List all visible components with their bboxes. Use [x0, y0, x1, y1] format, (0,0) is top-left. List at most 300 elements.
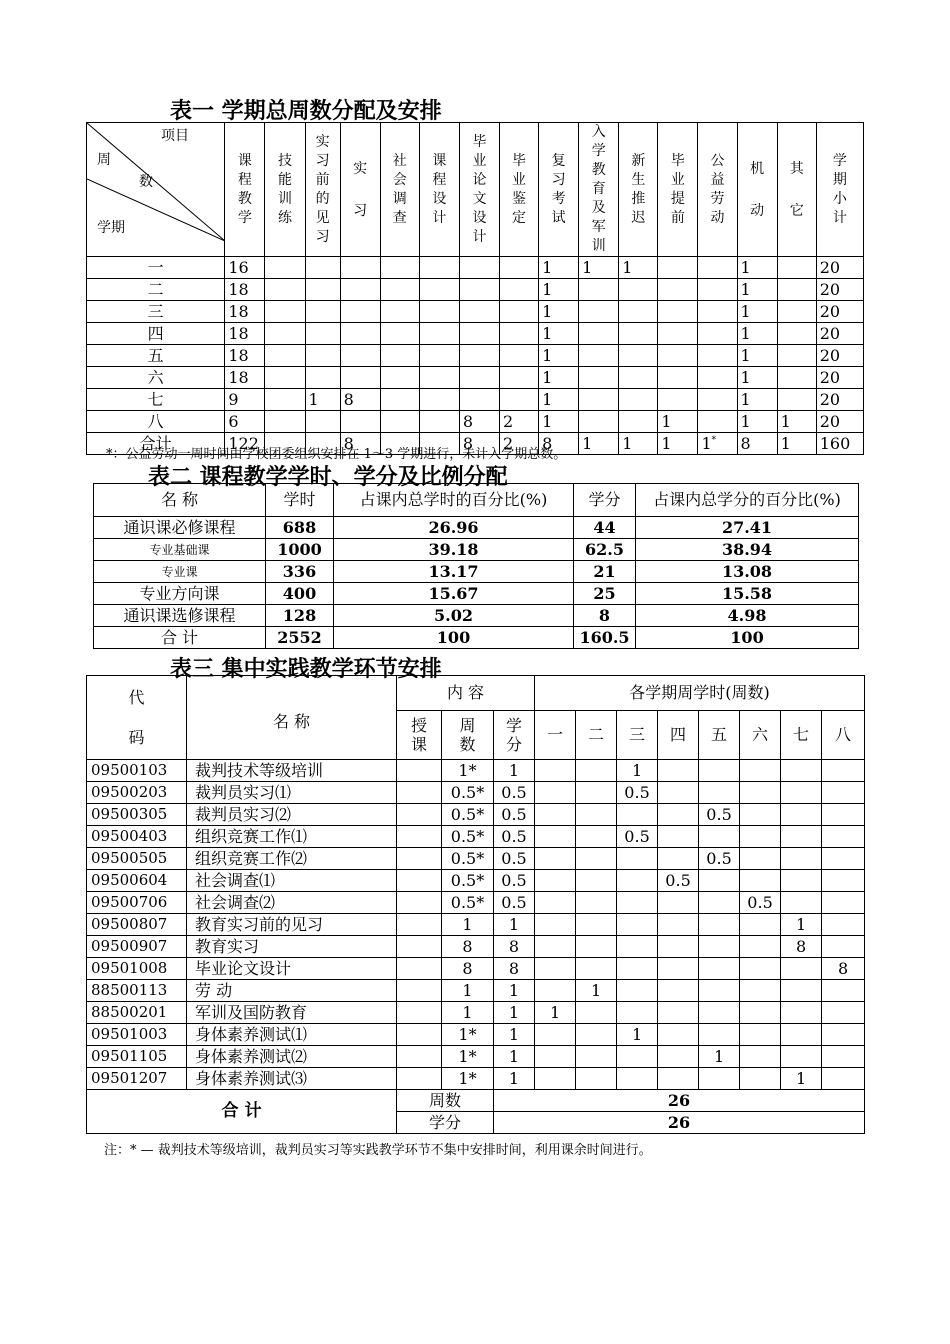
table3-term-cell: 0.5 — [658, 870, 699, 892]
table3-credit: 8 — [494, 958, 535, 980]
table3-term-cell — [781, 1024, 822, 1046]
table3-term-cell — [535, 760, 576, 782]
table1-term-cell: 合计 — [87, 433, 225, 455]
table1-cell — [265, 257, 305, 279]
table3-term-cell — [781, 848, 822, 870]
table3-term-cell — [699, 980, 740, 1002]
table3-term-header: 一 — [535, 711, 576, 760]
table3-term-cell — [781, 958, 822, 980]
table2-hpct: 39.18 — [334, 539, 574, 561]
table3-weeks: 1 — [442, 980, 494, 1002]
table3-term-cell — [535, 826, 576, 848]
table2-cpct: 100 — [636, 627, 859, 649]
table1-cell — [579, 367, 619, 389]
table3-term-cell — [535, 980, 576, 1002]
table3-teach — [397, 760, 442, 782]
table3-credit: 1 — [494, 914, 535, 936]
table1-cell: 8 — [459, 411, 499, 433]
table3-credit: 0.5 — [494, 826, 535, 848]
table2-cpct: 27.41 — [636, 517, 859, 539]
table3-term-header: 三 — [617, 711, 658, 760]
table1-header-1: 技能训练 — [265, 123, 305, 257]
table1-cell: 1 — [658, 433, 698, 455]
table1-header-10: 新生推迟 — [619, 123, 658, 257]
table3-term-cell — [658, 848, 699, 870]
table3-term-cell — [576, 1068, 617, 1090]
table3-term-cell — [781, 980, 822, 1002]
table3-teach — [397, 826, 442, 848]
table2-credits: 21 — [574, 561, 636, 583]
table2-hours-credits — [93, 483, 859, 649]
table1-cell — [658, 301, 698, 323]
table3-term-cell — [617, 1046, 658, 1068]
table1-cell — [459, 301, 499, 323]
table3-subheader-2: 学分 — [494, 711, 535, 760]
table3-teach — [397, 1068, 442, 1090]
table3-name: 组织竞赛工作⑵ — [187, 848, 397, 870]
table3-term-cell — [822, 760, 865, 782]
table3-term-cell — [699, 958, 740, 980]
table2-header-1: 学时 — [266, 484, 334, 517]
table3-term-cell — [576, 1002, 617, 1024]
table3-term-cell — [781, 804, 822, 826]
table1-cell: 8 — [539, 433, 579, 455]
table1-header-4: 社会调查 — [380, 123, 419, 257]
table1-cell — [305, 323, 340, 345]
table1-cell — [499, 367, 538, 389]
table1-cell — [777, 389, 816, 411]
table3-term-cell — [781, 1046, 822, 1068]
table1-cell — [619, 411, 658, 433]
table3-row — [87, 760, 865, 782]
table1-cell — [579, 323, 619, 345]
table1-cell — [419, 323, 459, 345]
table3-term-cell — [822, 1024, 865, 1046]
table3-row — [87, 870, 865, 892]
table2-cpct: 38.94 — [636, 539, 859, 561]
table2-name: 专业基础课 — [94, 539, 266, 561]
table3-term-cell — [658, 914, 699, 936]
table1-cell: 1 — [737, 411, 777, 433]
table1-header-8: 复习考试 — [539, 123, 579, 257]
table1-cell: 6 — [225, 411, 265, 433]
table2-hpct: 13.17 — [334, 561, 574, 583]
table3-code: 09500706 — [87, 892, 187, 914]
table3-term-cell: 8 — [822, 958, 865, 980]
table1-cell: 8 — [737, 433, 777, 455]
table3-term-cell — [699, 892, 740, 914]
table1-cell: 8 — [340, 433, 380, 455]
table3-term-cell — [740, 1002, 781, 1024]
table3-term-cell — [740, 936, 781, 958]
table3-teach — [397, 848, 442, 870]
table1-week-allocation — [86, 122, 864, 455]
table1-cell — [579, 279, 619, 301]
table3-term-cell — [617, 936, 658, 958]
table3-term-cell — [535, 782, 576, 804]
table3-code: 09501105 — [87, 1046, 187, 1068]
table3-name: 裁判员实习⑵ — [187, 804, 397, 826]
table3-term-cell — [822, 782, 865, 804]
table3-credit: 1 — [494, 1024, 535, 1046]
table1-term-cell: 三 — [87, 301, 225, 323]
table1-cell: 1 — [658, 411, 698, 433]
table1-cell — [658, 389, 698, 411]
table1-cell — [698, 323, 737, 345]
corner-label-week: 周 — [97, 152, 111, 168]
table3-row — [87, 1068, 865, 1090]
table1-cell — [459, 257, 499, 279]
table3-term-cell — [699, 760, 740, 782]
table2-name: 专业方向课 — [94, 583, 266, 605]
table1-cell — [459, 345, 499, 367]
table2-hours: 128 — [266, 605, 334, 627]
table3-term-cell: 1 — [617, 760, 658, 782]
table1-cell: 2 — [499, 433, 538, 455]
table3-term-cell — [658, 1068, 699, 1090]
table1-cell — [698, 389, 737, 411]
table1-cell — [380, 301, 419, 323]
table1-cell — [265, 345, 305, 367]
table2-row — [94, 539, 859, 561]
table1-cell: 20 — [816, 345, 863, 367]
table3-name: 身体素养测试⑵ — [187, 1046, 397, 1068]
table3-credit: 1 — [494, 1068, 535, 1090]
table3-row — [87, 914, 865, 936]
table3-term-cell — [781, 782, 822, 804]
table1-term-cell: 八 — [87, 411, 225, 433]
table2-name: 通识课选修课程 — [94, 605, 266, 627]
table1-cell — [419, 367, 459, 389]
table1-cell — [265, 411, 305, 433]
table3-term-cell — [576, 914, 617, 936]
table1-cell: 1 — [737, 345, 777, 367]
table3-credit: 1 — [494, 760, 535, 782]
table1-header-14: 其它 — [777, 123, 816, 257]
table1-cell — [265, 301, 305, 323]
table3-term-cell — [617, 980, 658, 1002]
table1-header-3: 实习 — [340, 123, 380, 257]
table3-term-cell — [658, 980, 699, 1002]
table3-term-cell — [617, 1002, 658, 1024]
table2-hours: 1000 — [266, 539, 334, 561]
table3-code: 09500305 — [87, 804, 187, 826]
table3-term-cell — [822, 1068, 865, 1090]
table1-cell: 1 — [737, 301, 777, 323]
table1-cell: 1 — [539, 323, 579, 345]
table1-cell — [380, 389, 419, 411]
table2-hpct: 100 — [334, 627, 574, 649]
table1-cell — [265, 323, 305, 345]
table1-cell-value: 1 — [701, 433, 712, 453]
table1-cell: 1 — [539, 257, 579, 279]
table3-code: 88500201 — [87, 1002, 187, 1024]
table1-cell: 1 — [539, 389, 579, 411]
table3-term-cell — [822, 848, 865, 870]
table1-cell — [499, 279, 538, 301]
table3-term-cell — [740, 914, 781, 936]
table3-term-cell: 1 — [535, 1002, 576, 1024]
table1-cell — [658, 279, 698, 301]
table1-cell — [419, 411, 459, 433]
table1-cell — [698, 411, 737, 433]
table3-term-cell — [617, 1068, 658, 1090]
table1-header-13: 机动 — [737, 123, 777, 257]
table1-row — [87, 345, 864, 367]
table1-cell-mark: * — [711, 435, 717, 446]
table1-cell: 1 — [777, 411, 816, 433]
table1-cell: 1 — [539, 345, 579, 367]
table3-weeks: 0.5* — [442, 826, 494, 848]
table3-term-cell — [699, 1024, 740, 1046]
table3-term-cell — [781, 1002, 822, 1024]
table1-cell — [698, 345, 737, 367]
table3-term-cell — [740, 980, 781, 1002]
table3-row — [87, 980, 865, 1002]
table3-term-cell — [576, 1046, 617, 1068]
table3-teach — [397, 936, 442, 958]
table1-term-cell: 六 — [87, 367, 225, 389]
table3-weeks: 1* — [442, 1046, 494, 1068]
table3-term-cell: 1 — [617, 1024, 658, 1046]
table1-cell — [658, 323, 698, 345]
table3-term-cell — [740, 848, 781, 870]
table1-cell — [265, 367, 305, 389]
table2-credits: 160.5 — [574, 627, 636, 649]
table3-code: 09501003 — [87, 1024, 187, 1046]
table3-term-cell — [822, 804, 865, 826]
table1-cell: 18 — [225, 323, 265, 345]
table3-term-cell — [699, 914, 740, 936]
table1-cell — [658, 367, 698, 389]
table1-cell: 20 — [816, 389, 863, 411]
table3-row — [87, 1002, 865, 1024]
table1-header-7: 毕业鉴定 — [499, 123, 538, 257]
table3-term-cell — [658, 1002, 699, 1024]
table3-term-cell — [740, 1046, 781, 1068]
table3-total-row-weeks — [87, 1090, 865, 1112]
table1-cell: 1 — [737, 323, 777, 345]
table1-term-cell: 七 — [87, 389, 225, 411]
table3-term-cell — [740, 958, 781, 980]
table1-cell — [380, 411, 419, 433]
table1-cell — [619, 345, 658, 367]
table3-weeks: 1* — [442, 1024, 494, 1046]
table1-cell: 18 — [225, 345, 265, 367]
table1-cell — [777, 367, 816, 389]
table1-cell — [579, 345, 619, 367]
table3-header-row-1 — [87, 676, 865, 711]
table1-cell — [619, 279, 658, 301]
table1-cell — [658, 345, 698, 367]
table3-credit: 0.5 — [494, 804, 535, 826]
table1-header-row — [87, 123, 864, 257]
table2-title: 表二 课程教学学时、学分及比例分配 — [148, 465, 508, 490]
table3-row — [87, 1024, 865, 1046]
table1-cell — [777, 301, 816, 323]
table2-header-0: 名 称 — [94, 484, 266, 517]
table3-term-cell — [822, 870, 865, 892]
table1-cell: 1 — [579, 257, 619, 279]
table3-term-cell — [822, 980, 865, 1002]
table3-term-cell — [699, 1068, 740, 1090]
table3-term-cell — [658, 1046, 699, 1068]
table3-term-cell — [535, 958, 576, 980]
table1-cell — [340, 279, 380, 301]
table3-term-cell — [617, 892, 658, 914]
table1-cell: 160 — [816, 433, 863, 455]
table3-weeks: 0.5* — [442, 870, 494, 892]
table2-row — [94, 583, 859, 605]
table3-code: 09500505 — [87, 848, 187, 870]
table3-term-cell — [658, 760, 699, 782]
table3-total-weeks: 26 — [494, 1090, 865, 1112]
table3-teach — [397, 914, 442, 936]
table3-name: 身体素养测试⑴ — [187, 1024, 397, 1046]
table3-term-cell: 0.5 — [740, 892, 781, 914]
table3-term-cell — [617, 848, 658, 870]
table1-cell — [459, 279, 499, 301]
table3-term-cell — [699, 782, 740, 804]
table2-hours: 336 — [266, 561, 334, 583]
table3-weeks: 1* — [442, 1068, 494, 1090]
table1-cell: 2 — [499, 411, 538, 433]
table3-term-cell: 0.5 — [699, 848, 740, 870]
table3-row — [87, 826, 865, 848]
table1-cell — [265, 389, 305, 411]
table1-header-9: 入学教育及军训 — [579, 123, 619, 257]
table3-row — [87, 848, 865, 870]
table3-term-cell: 1 — [576, 980, 617, 1002]
table1-cell: 18 — [225, 367, 265, 389]
table3-header-terms: 各学期周学时(周数) — [535, 676, 865, 711]
table1-cell: 9 — [225, 389, 265, 411]
table3-term-cell — [576, 936, 617, 958]
table3-code: 88500113 — [87, 980, 187, 1002]
table3-term-cell — [740, 1068, 781, 1090]
table2-credits: 44 — [574, 517, 636, 539]
table3-term-cell — [617, 958, 658, 980]
table2-cpct: 15.58 — [636, 583, 859, 605]
table3-term-cell — [740, 1024, 781, 1046]
table3-term-cell — [617, 914, 658, 936]
table3-credit: 1 — [494, 980, 535, 1002]
table3-term-cell — [781, 826, 822, 848]
table1-cell — [579, 389, 619, 411]
table1-row — [87, 279, 864, 301]
table2-hpct: 15.67 — [334, 583, 574, 605]
table1-cell: 20 — [816, 367, 863, 389]
table3-term-cell — [535, 1046, 576, 1068]
table3-weeks: 0.5* — [442, 848, 494, 870]
table1-cell — [619, 367, 658, 389]
corner-label-item: 项目 — [161, 128, 189, 144]
table3-term-cell — [822, 892, 865, 914]
table1-cell: 122 — [225, 433, 265, 455]
table3-term-cell — [699, 936, 740, 958]
table2-header-4: 占课内总学分的百分比(%) — [636, 484, 859, 517]
table3-code: 09501207 — [87, 1068, 187, 1090]
table1-term-cell: 五 — [87, 345, 225, 367]
table3-term-cell — [822, 1046, 865, 1068]
table3-term-cell — [576, 804, 617, 826]
table1-cell — [698, 257, 737, 279]
table1-header-11: 毕业提前 — [658, 123, 698, 257]
table3-code: 09500604 — [87, 870, 187, 892]
table1-row — [87, 301, 864, 323]
table3-term-cell — [822, 826, 865, 848]
table1-cell: 1 — [305, 389, 340, 411]
table3-term-cell — [781, 760, 822, 782]
table1-cell — [340, 345, 380, 367]
table2-name: 合 计 — [94, 627, 266, 649]
table3-term-cell — [535, 870, 576, 892]
table1-cell — [340, 411, 380, 433]
table3-name: 社会调查⑵ — [187, 892, 397, 914]
table3-credit: 0.5 — [494, 870, 535, 892]
table3-term-cell — [658, 958, 699, 980]
table1-cell: 8 — [340, 389, 380, 411]
table1-cell — [380, 279, 419, 301]
table3-term-cell — [576, 760, 617, 782]
table3-name: 裁判员实习⑴ — [187, 782, 397, 804]
table3-code: 09500907 — [87, 936, 187, 958]
table3-term-header: 五 — [699, 711, 740, 760]
table1-cell: 1 — [619, 257, 658, 279]
table3-term-cell — [535, 892, 576, 914]
table1-cell — [340, 257, 380, 279]
table3-row — [87, 958, 865, 980]
table1-term-cell: 二 — [87, 279, 225, 301]
table1-cell: 20 — [816, 301, 863, 323]
table3-row — [87, 892, 865, 914]
table1-cell — [419, 301, 459, 323]
table2-header-3: 学分 — [574, 484, 636, 517]
table3-term-cell — [535, 936, 576, 958]
table3-subheader-0: 授课 — [397, 711, 442, 760]
table3-term-cell: 8 — [781, 936, 822, 958]
table1-row — [87, 323, 864, 345]
table1-cell: 1 — [579, 433, 619, 455]
table1-cell — [305, 367, 340, 389]
table3-term-cell — [740, 760, 781, 782]
table3-name: 裁判技术等级培训 — [187, 760, 397, 782]
table3-row — [87, 782, 865, 804]
table3-name: 毕业论文设计 — [187, 958, 397, 980]
table3-term-cell — [535, 914, 576, 936]
table3-term-cell: 0.5 — [617, 782, 658, 804]
table3-teach — [397, 1002, 442, 1024]
table3-term-cell — [740, 826, 781, 848]
table3-name: 身体素养测试⑶ — [187, 1068, 397, 1090]
table1-cell — [499, 301, 538, 323]
table1-term-cell: 一 — [87, 257, 225, 279]
table3-term-cell — [822, 936, 865, 958]
table1-cell — [579, 411, 619, 433]
table3-credit: 0.5 — [494, 848, 535, 870]
table3-header-code: 代码 — [87, 676, 187, 760]
table1-header-15: 学期小计 — [816, 123, 863, 257]
table1-cell — [459, 323, 499, 345]
table3-teach — [397, 980, 442, 1002]
table1-cell — [340, 367, 380, 389]
table1-cell: 20 — [816, 411, 863, 433]
table1-cell — [305, 301, 340, 323]
table1-cell — [419, 257, 459, 279]
table3-name: 劳 动 — [187, 980, 397, 1002]
table3-total-weeks-label: 周数 — [397, 1090, 494, 1112]
table1-cell: 1 — [737, 279, 777, 301]
